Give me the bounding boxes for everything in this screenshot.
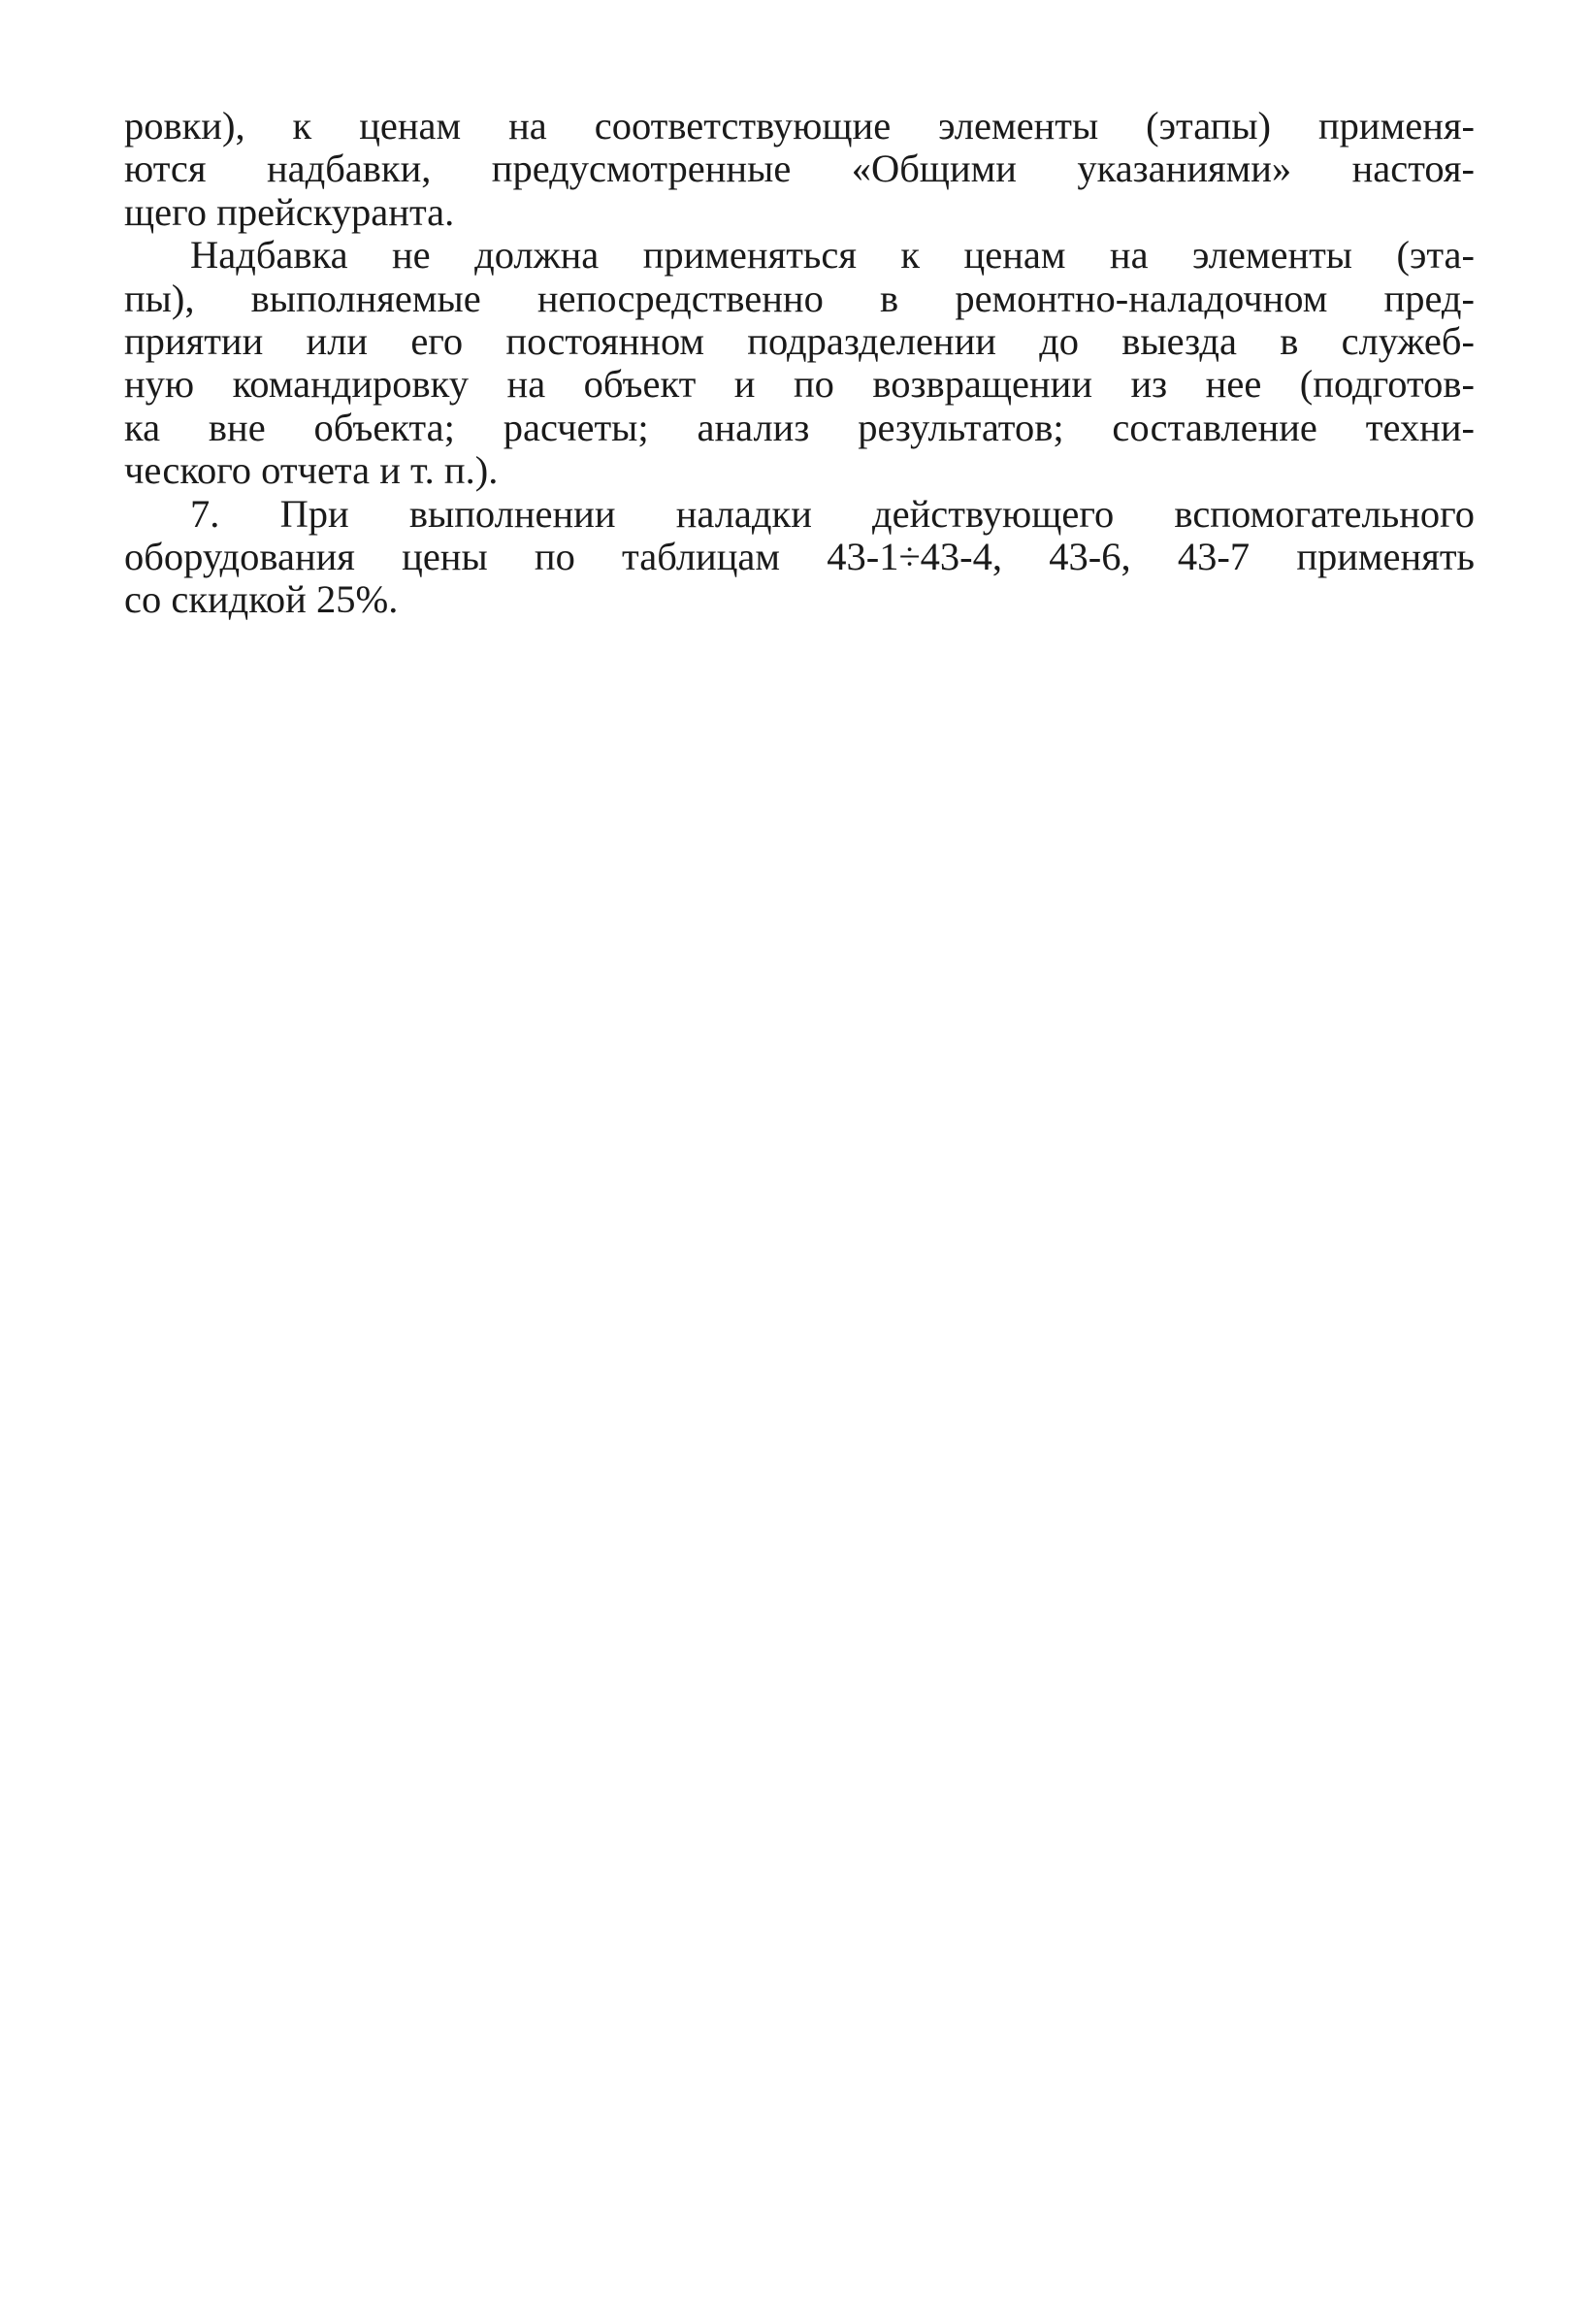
text-line: щего прейскуранта. (124, 189, 455, 234)
text-line: 7. При выполнении наладки действующего вспомогательного (190, 491, 1475, 536)
text-line: ка вне объекта; расчеты; анализ результатов; составление техни- (124, 405, 1475, 449)
paragraph-1 (124, 105, 1475, 234)
text-line: ются надбавки, предусмотренные «Общими указаниями» настоя- (124, 147, 1475, 191)
text-line: ную командировку на объект и по возвращении из нее (подготов- (124, 362, 1475, 407)
document-body (124, 105, 1475, 622)
text-line: приятии или его постоянном подразделении до выезда в служеб- (124, 318, 1475, 363)
text-line: Надбавка не должна применяться к ценам на элементы (эта- (190, 233, 1475, 278)
text-line: ровки), к ценам на соответствующие элементы (этапы) применя- (124, 104, 1475, 147)
text-line: пы), выполняемые непосредственно в ремонтно-наладочном пред- (124, 276, 1475, 320)
text-line: ческого отчета и т. п.). (124, 448, 499, 493)
paragraph-2 (124, 234, 1475, 492)
paragraph-3 (124, 493, 1475, 622)
text-line: со скидкой 25%. (124, 577, 399, 622)
text-line: оборудования цены по таблицам 43-1÷43-4, 43-6, 43-7 применять (124, 534, 1475, 578)
